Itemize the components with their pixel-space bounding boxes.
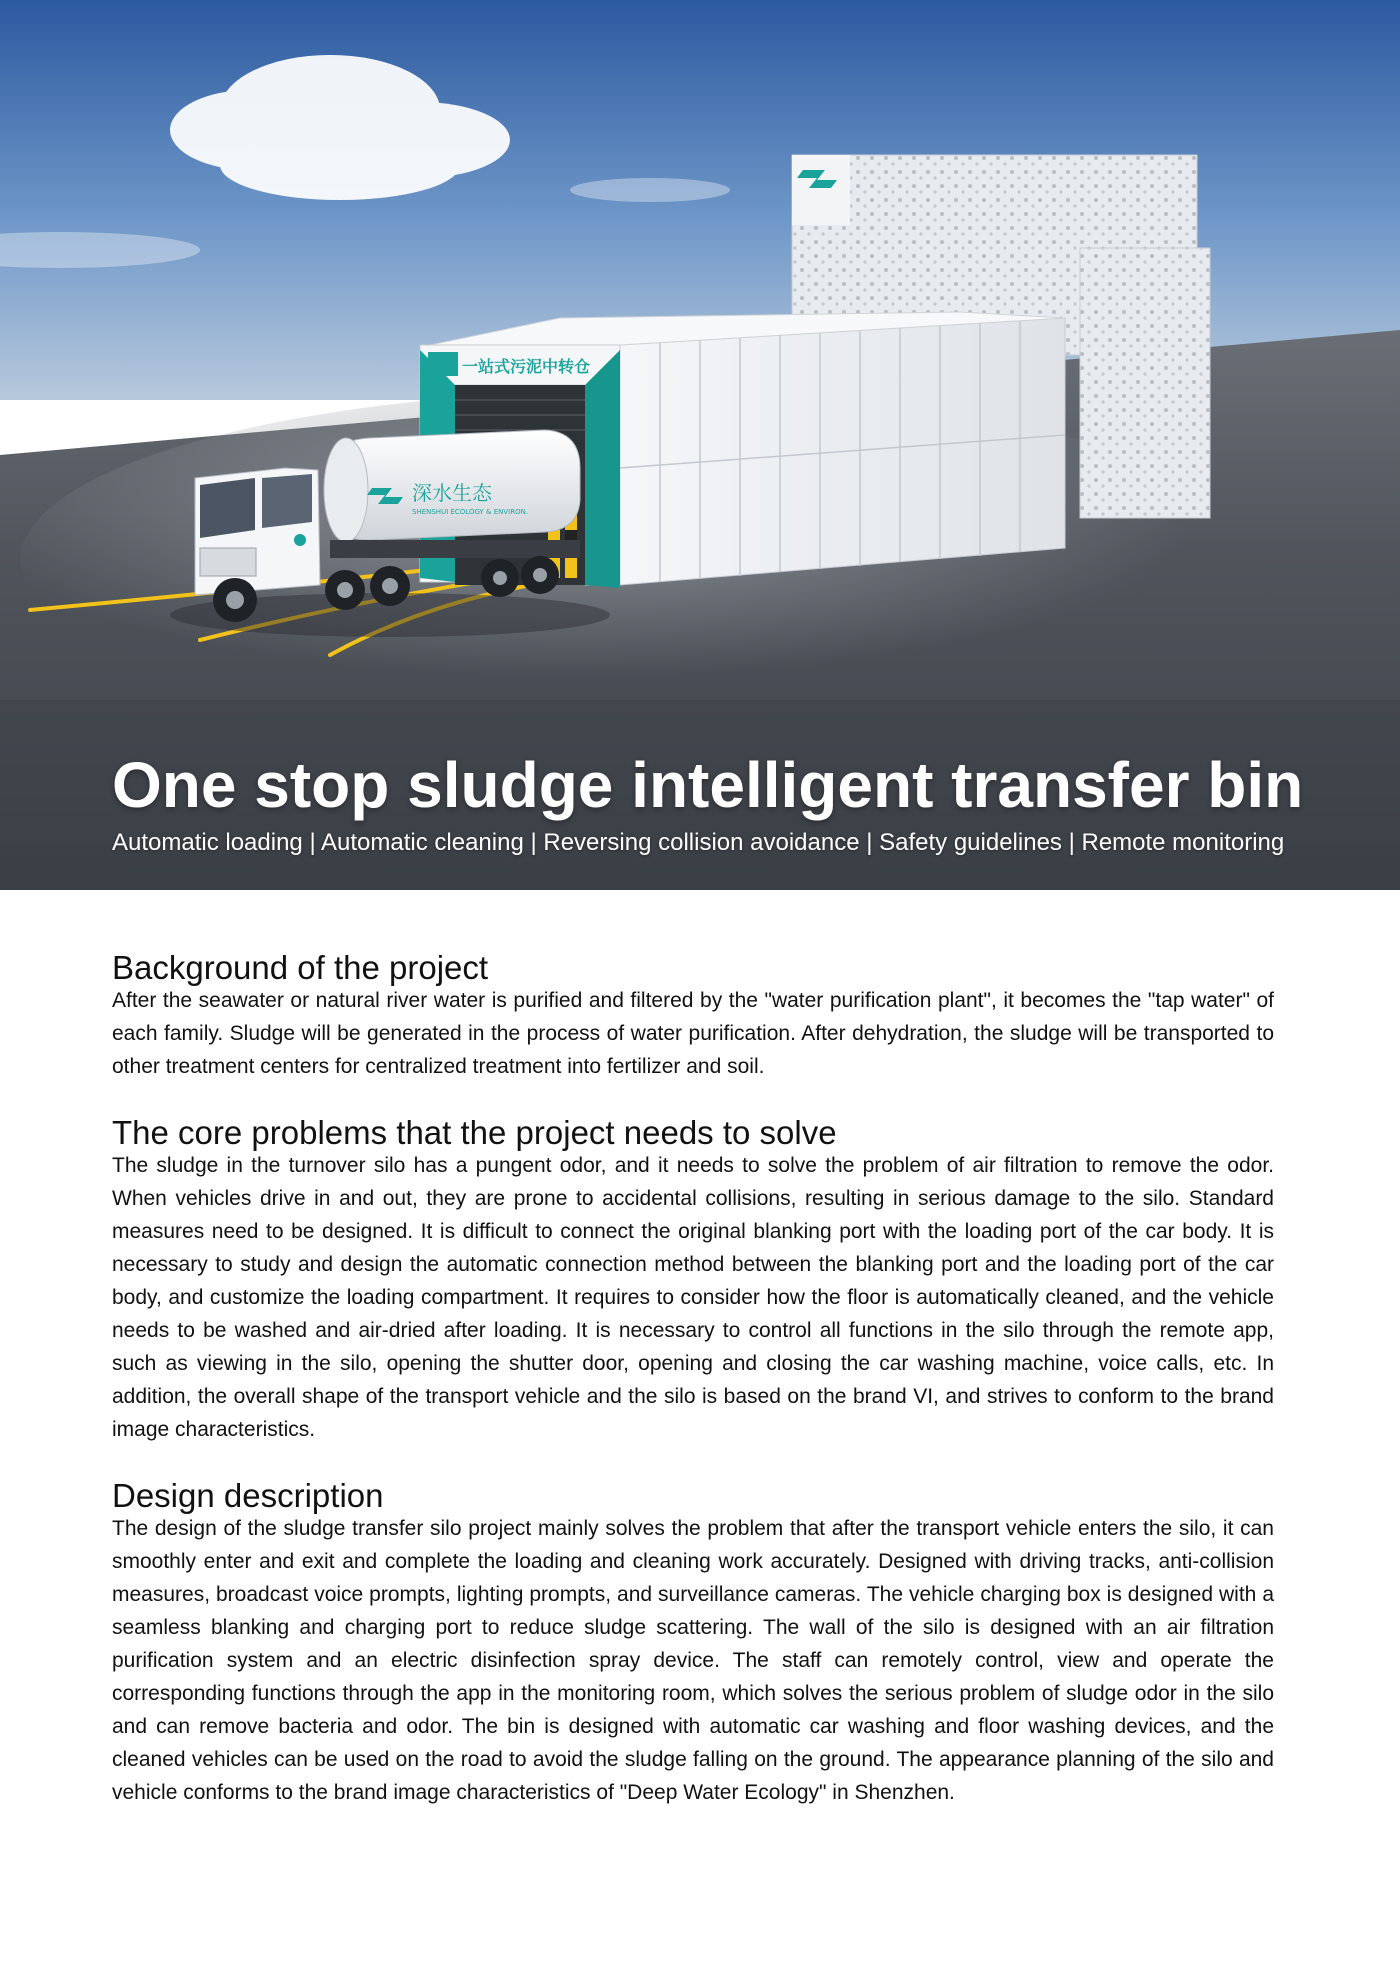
article-body [112, 950, 1274, 1841]
section-paragraph: After the seawater or natural river water is purified and filtered by the "water purification plant", it becomes the "tap water" of each family. Sludge will be generated in the process of water purification. After dehydration, the sludge will be transported to other treatment centers for centralized treatment into fertilizer and soil. [112, 989, 1274, 1078]
hero-banner [0, 0, 1400, 890]
section-paragraph: The sludge in the turnover silo has a pungent odor, and it needs to solve the problem of air filtration to remove the odor. When vehicles drive in and out, they are prone to accidental collisions, resulting in serious damage to the silo. Standard measures need to be designed. It is difficult to connect the original blanking port with the loading port of the car body. It is necessary to study and design the automatic connection method between the blanking port and the loading port of the car body, and customize the loading compartment. It requires to consider how the floor is automatically cleaned, and the vehicle needs to be washed and air-dried after loading. It is necessary to control all functions in the silo through the remote app, such as viewing in the silo, opening the shutter door, opening and closing the car washing machine, voice calls, etc. In addition, the overall shape of the transport vehicle and the silo is based on the brand VI, and strives to conform to the brand image characteristics. [112, 1154, 1274, 1441]
section-paragraph: The design of the sludge transfer silo project mainly solves the problem that after the transport vehicle enters the silo, it can smoothly enter and exit and complete the loading and cleaning work accurately. Designed with driving tracks, anti-collision measures, broadcast voice prompts, lighting prompts, and surveillance cameras. The vehicle charging box is designed with a seamless blanking and charging port to reduce sludge scattering. The wall of the silo is designed with an air filtration purification system and an electric disinfection spray device. The staff can remotely control, view and operate the corresponding functions through the app in the monitoring room, which solves the serious problem of sludge odor in the silo and can remove bacteria and odor. The bin is designed with automatic car washing and floor washing devices, and the cleaned vehicles can be used on the road to avoid the sludge falling on the ground. The appearance planning of the silo and vehicle conforms to the brand image characteristics of "Deep Water Ecology" in Shenzhen. [112, 1517, 1274, 1804]
section-heading: Background of the project [112, 949, 489, 986]
section-heading: The core problems that the project needs to solve [112, 1114, 837, 1151]
section-core-problems [112, 1115, 1274, 1446]
building-sign: 一站式污泥中转仓 [462, 357, 591, 376]
section-design-description [112, 1478, 1274, 1809]
section-heading: Design description [112, 1477, 384, 1514]
tank-brand-text: 深水生态 [412, 481, 492, 505]
gate-logo-icon [428, 352, 458, 376]
hero-title: One stop sludge intelligent transfer bin [112, 749, 1304, 821]
hero-subtitle: Automatic loading | Automatic cleaning | Reversing collision avoidance | Safety guidelines | Remote monitoring [112, 829, 1285, 856]
section-background [112, 950, 1274, 1083]
tank-brand-subtext: SHENSHUI ECOLOGY & ENVIRON. [412, 508, 529, 516]
